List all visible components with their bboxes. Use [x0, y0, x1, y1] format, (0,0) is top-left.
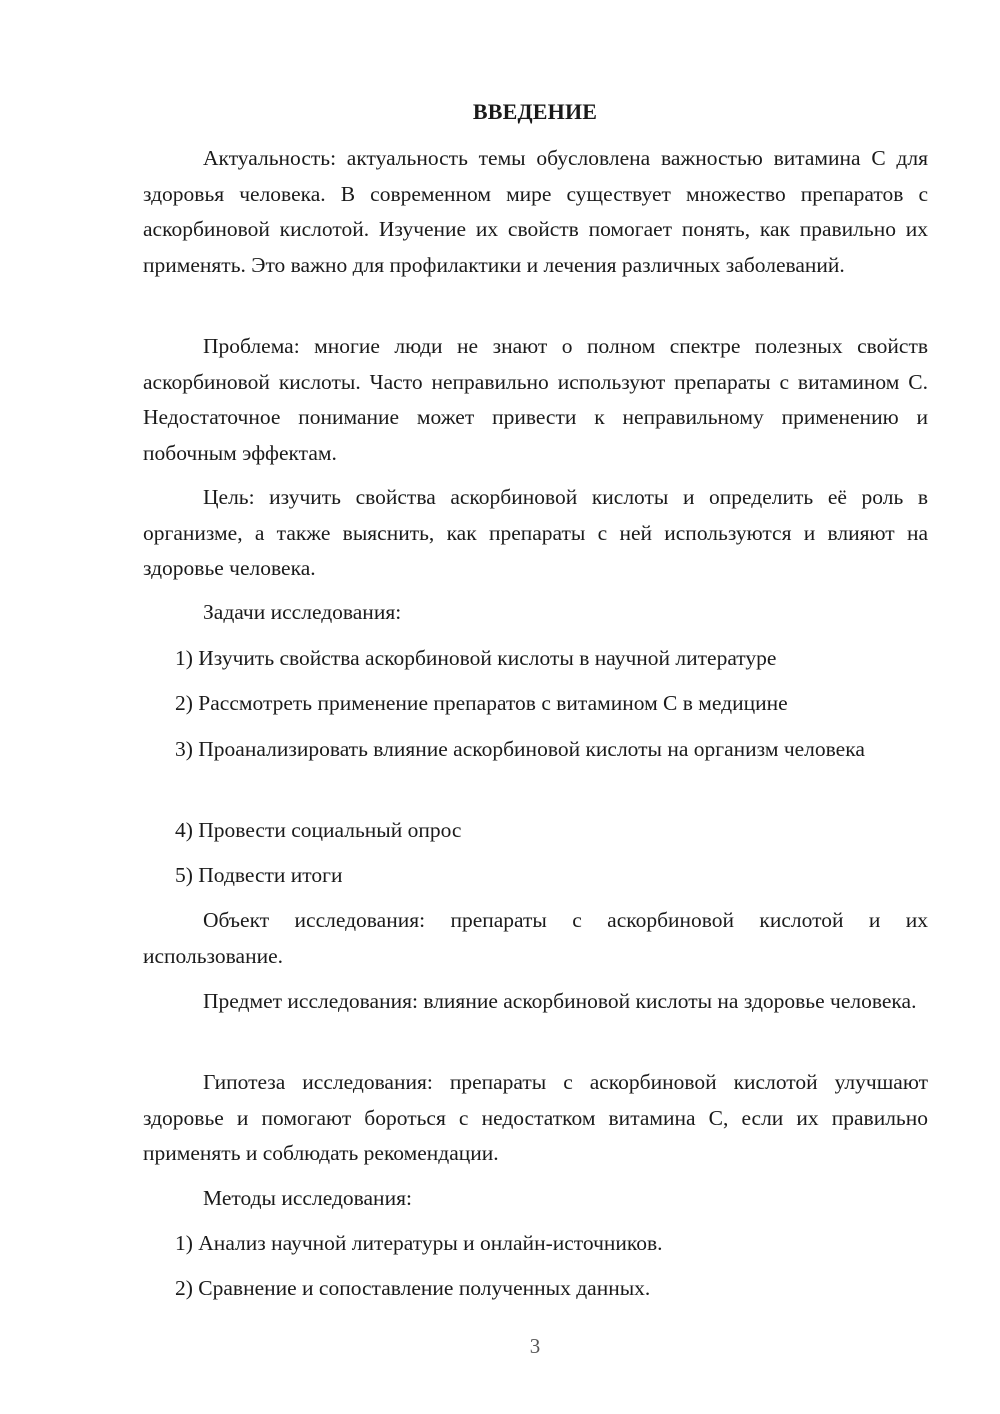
task-item-3: 3) Проанализировать влияние аскорбиновой кислоты на организм человека	[175, 737, 865, 761]
page-number: 3	[529, 1334, 541, 1358]
subject-paragraph: Предмет исследования: влияние аскорбиновой кислоты на здоровье человека.	[203, 989, 917, 1013]
methods-heading: Методы исследования:	[203, 1186, 412, 1210]
hypothesis-paragraph: Гипотеза исследования: препараты с аскорбиновой кислотой улучшают здоровье и помогают бороться с недостатком витамина С, если их правильно применять и соблюдать рекомендации.	[143, 1070, 928, 1165]
object-paragraph: Объект исследования: препараты с аскорбиновой кислотой и их использование.	[143, 908, 928, 968]
method-item-2: 2) Сравнение и сопоставление полученных данных.	[175, 1276, 651, 1300]
relevance-paragraph: Актуальность: актуальность темы обусловлена важностью витамина С для здоровья человека. В современном мире существует множество препаратов с аскорбиновой кислотой. Изучение их свойств помогает понять, как правильно их применять. Это важно для профилактики и лечения различных заболеваний.	[143, 146, 928, 277]
task-item-5: 5) Подвести итоги	[175, 863, 343, 887]
task-item-2: 2) Рассмотреть применение препаратов с витамином С в медицине	[175, 691, 788, 715]
page-title: ВВЕДЕНИЕ	[472, 99, 598, 124]
tasks-heading: Задачи исследования:	[203, 600, 402, 624]
task-item-1: 1) Изучить свойства аскорбиновой кислоты в научной литературе	[175, 646, 777, 670]
problem-paragraph: Проблема: многие люди не знают о полном спектре полезных свойств аскорбиновой кислоты. Часто неправильно используют препараты с витамином С. Недостаточное понимание может привести к неправильному применению и побочным эффектам.	[143, 334, 928, 465]
goal-paragraph: Цель: изучить свойства аскорбиновой кислоты и определить её роль в организме, а также выяснить, как препараты с ней используются и влияют на здоровье человека.	[143, 485, 928, 580]
method-item-1: 1) Анализ научной литературы и онлайн-источников.	[175, 1231, 663, 1255]
task-item-4: 4) Провести социальный опрос	[175, 818, 462, 842]
